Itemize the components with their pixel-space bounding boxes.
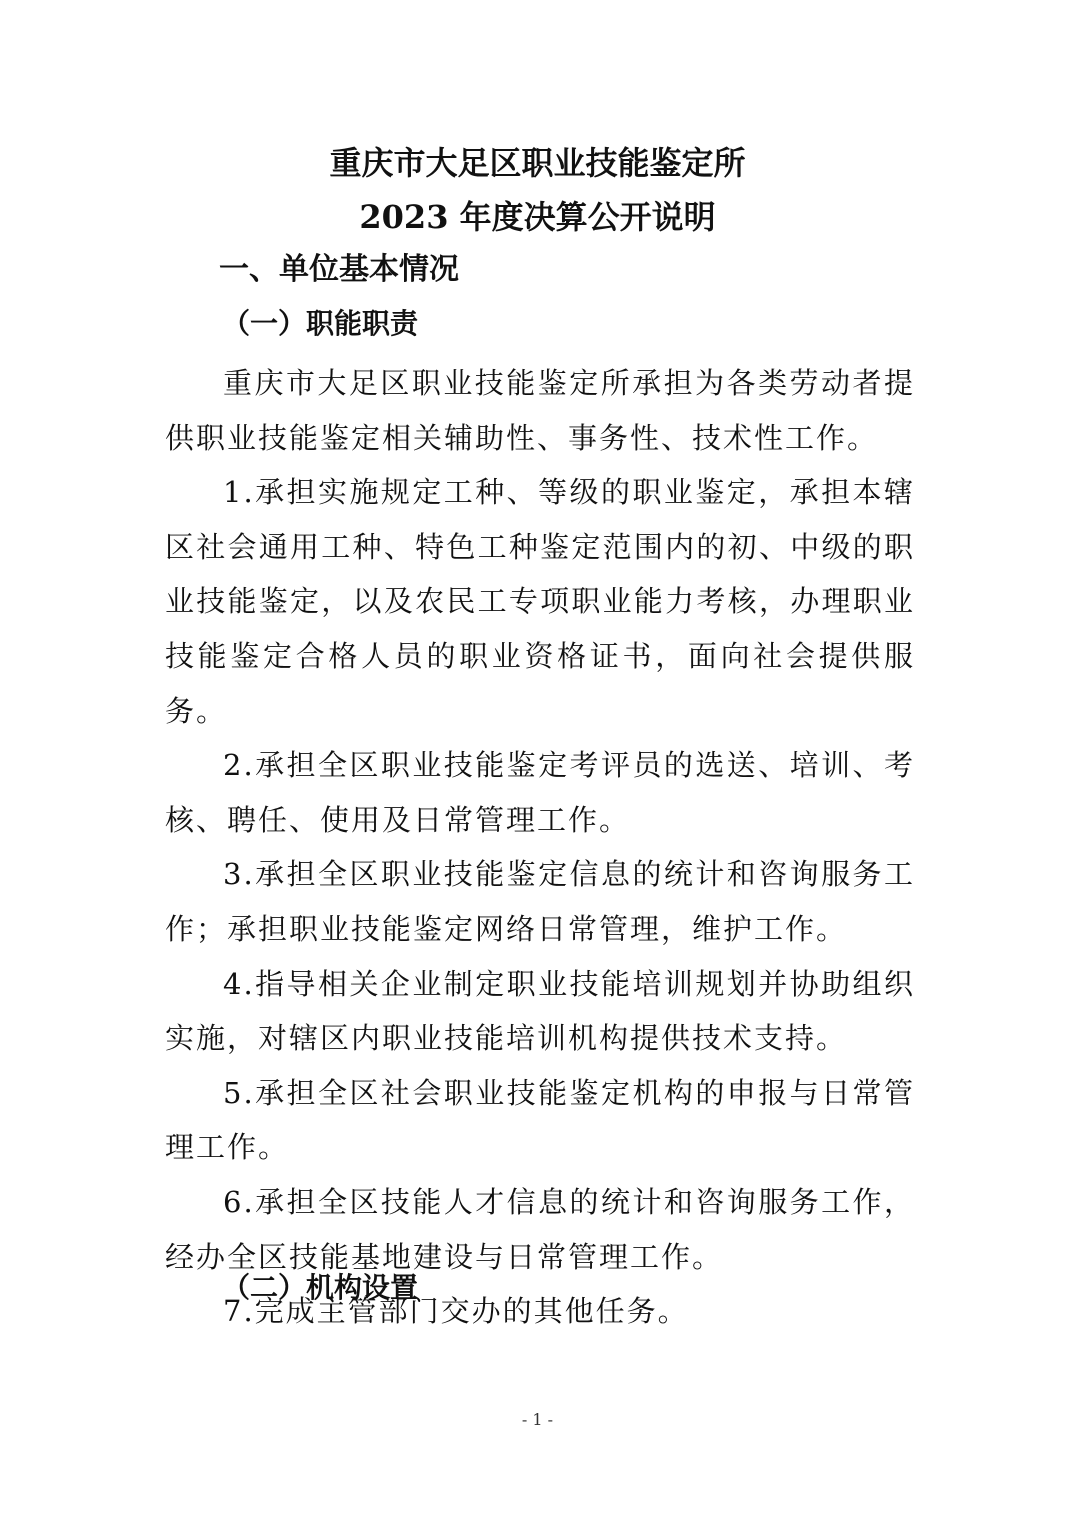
document-subtitle: 2023 年度决算公开说明 [359,198,716,236]
paragraph: 重庆市大足区职业技能鉴定所承担为各类劳动者提供职业技能鉴定相关辅助性、事务性、技术性工作。 [165,366,915,455]
paragraph: 3.承担全区职业技能鉴定信息的统计和咨询服务工作；承担职业技能鉴定网络日常管理，维护工作。 [165,857,915,946]
page-number: - 1 - [521,1410,554,1429]
subsection-heading-organization: （二）机构设置 [222,1271,419,1304]
paragraph: 5.承担全区社会职业技能鉴定机构的申报与日常管理工作。 [165,1075,915,1165]
paragraph: 6.承担全区技能人才信息的统计和咨询服务工作，经办全区技能基地建设与日常管理工作。 [165,1184,915,1274]
subsection-heading-functions: （一）职能职责 [222,307,419,340]
paragraph: 1.承担实施规定工种、等级的职业鉴定，承担本辖区社会通用工种、特色工种鉴定范围内的初、中级的职业技能鉴定，以及农民工专项职业能力考核，办理职业技能鉴定合格人员的职业资格证书，面向社会提供服务。 [165,475,915,728]
paragraph: 7.完成主管部门交办的其他任务。 [223,1294,689,1329]
document-body [165,356,915,1339]
document-title: 重庆市大足区职业技能鉴定所 [329,144,746,182]
paragraph: 2.承担全区职业技能鉴定考评员的选送、培训、考核、聘任、使用及日常管理工作。 [165,748,915,837]
section-heading-basic-info: 一、单位基本情况 [219,252,459,287]
paragraph: 4.指导相关企业制定职业技能培训规划并协助组织实施，对辖区内职业技能培训机构提供技术支持。 [165,966,915,1056]
